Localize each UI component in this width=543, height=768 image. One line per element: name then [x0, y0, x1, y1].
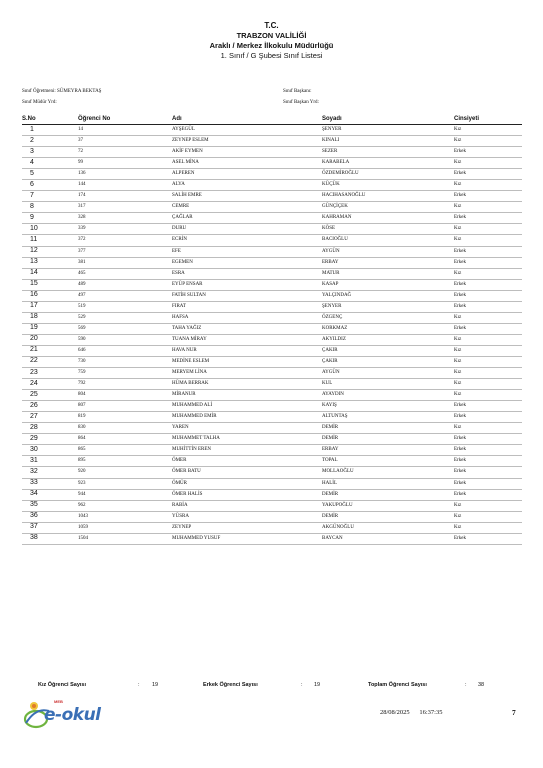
row-gender: Kız — [454, 358, 462, 364]
row-student-no: 489 — [78, 281, 86, 287]
row-first-name: ALYA — [172, 182, 185, 188]
row-student-no: 807 — [78, 403, 86, 409]
row-gender: Erkek — [454, 414, 466, 420]
row-first-name: MUHİTTİN EREN — [172, 447, 212, 453]
row-gender: Erkek — [454, 491, 466, 497]
row-gender: Kız — [454, 204, 462, 210]
vice-principal-label: Sınıf Müdür Yrd: — [22, 100, 57, 105]
row-first-name: RABİA — [172, 502, 188, 508]
row-first-name: ÖMER HALİS — [172, 491, 203, 497]
eokul-wordmark: e-okul — [44, 705, 101, 725]
row-first-name: ESRA — [172, 270, 185, 276]
row-gender: Erkek — [454, 535, 466, 541]
row-last-name: KAYIŞ — [322, 403, 337, 409]
table-row — [22, 467, 522, 478]
row-student-no: 372 — [78, 237, 86, 243]
row-sno: 34 — [30, 490, 38, 498]
row-first-name: MUHAMMED YUSUF — [172, 535, 221, 541]
row-first-name: ÖMÜR — [172, 480, 188, 486]
header-last-name: Soyadı — [322, 116, 342, 122]
row-last-name: ÖZGENÇ — [322, 314, 343, 320]
row-last-name: ŞENYER — [322, 127, 342, 132]
row-sno: 15 — [30, 280, 38, 288]
header-first-name: Adı — [172, 116, 182, 122]
row-student-no: 174 — [78, 193, 86, 199]
row-gender: Kız — [454, 381, 462, 387]
table-row — [22, 235, 522, 246]
row-student-no: 1059 — [78, 524, 88, 530]
row-first-name: TAHA YAĞIZ — [172, 325, 202, 331]
row-first-name: ALPEREN — [172, 171, 195, 177]
eokul-logo — [22, 697, 102, 731]
header-valilik: TRABZON VALİLİĞİ — [236, 31, 307, 40]
row-first-name: EFE — [172, 248, 181, 254]
table-row — [22, 357, 522, 368]
meb-label: MEB — [54, 699, 63, 704]
table-row — [22, 335, 522, 346]
row-gender: Erkek — [454, 193, 466, 199]
row-last-name: KUL — [322, 381, 333, 387]
row-gender: Kız — [454, 314, 462, 320]
row-sno: 23 — [30, 368, 38, 376]
row-first-name: FATİH SULTAN — [172, 292, 206, 298]
row-gender: Kız — [454, 513, 462, 519]
table-row — [22, 324, 522, 335]
table-row — [22, 346, 522, 357]
row-student-no: 99 — [78, 160, 83, 166]
total-colon: : — [465, 682, 467, 688]
row-gender: Erkek — [454, 248, 466, 254]
row-gender: Erkek — [454, 215, 466, 221]
row-last-name: ERBAY — [322, 447, 339, 453]
row-student-no: 830 — [78, 425, 86, 431]
row-gender: Erkek — [454, 469, 466, 475]
table-row — [22, 412, 522, 423]
header-school: Araklı / Merkez İlkokulu Müdürlüğü — [209, 41, 334, 50]
row-student-no: 1043 — [78, 513, 88, 519]
row-gender: Kız — [454, 138, 462, 144]
table-row — [22, 423, 522, 434]
row-gender: Kız — [454, 370, 462, 376]
row-student-no: 37 — [78, 138, 83, 144]
boys-colon: : — [301, 682, 303, 688]
row-last-name: AKGÜNOĞLU — [322, 524, 354, 530]
total-count-value: 38 — [478, 682, 485, 688]
row-student-no: 944 — [78, 491, 86, 497]
row-sno: 29 — [30, 434, 38, 442]
row-last-name: SEZER — [322, 149, 338, 155]
row-last-name: KORKMAZ — [322, 325, 348, 331]
row-student-no: 759 — [78, 370, 86, 376]
row-student-no: 339 — [78, 226, 86, 232]
table-row — [22, 523, 522, 534]
row-last-name: YALÇINDAĞ — [322, 292, 352, 298]
row-sno: 6 — [30, 180, 34, 188]
row-student-no: 920 — [78, 469, 86, 475]
row-last-name: AYGÜN — [322, 248, 340, 254]
row-last-name: MATUR — [322, 270, 340, 276]
row-first-name: AKİF EYMEN — [172, 149, 203, 155]
row-first-name: ÖMER — [172, 458, 187, 464]
row-sno: 12 — [30, 247, 38, 255]
row-first-name: MİRANUR — [172, 392, 196, 398]
row-sno: 22 — [30, 357, 38, 365]
row-last-name: ÇAKIR — [322, 358, 338, 364]
row-sno: 27 — [30, 412, 38, 420]
row-sno: 14 — [30, 269, 38, 277]
summary-bar — [0, 682, 543, 692]
row-last-name: DEMİR — [322, 425, 339, 431]
row-gender: Erkek — [454, 325, 466, 331]
row-last-name: KÜÇÜK — [322, 182, 340, 188]
row-student-no: 923 — [78, 480, 86, 486]
student-table-body — [22, 125, 522, 545]
row-sno: 32 — [30, 467, 38, 475]
table-row — [22, 479, 522, 490]
row-last-name: HACIHASANOĞLU — [322, 193, 366, 199]
table-row — [22, 147, 522, 158]
row-student-no: 962 — [78, 502, 86, 508]
table-row — [22, 269, 522, 280]
table-row — [22, 445, 522, 456]
class-president-label: Sınıf Başkanı: — [283, 89, 312, 94]
row-first-name: CEMRE — [172, 204, 190, 210]
row-first-name: HÜMA BERRAK — [172, 381, 209, 387]
row-gender: Kız — [454, 524, 462, 530]
row-first-name: TUANA MİRAY — [172, 336, 207, 342]
row-sno: 3 — [30, 147, 34, 155]
row-sno: 7 — [30, 191, 34, 199]
row-sno: 24 — [30, 379, 38, 387]
row-first-name: DURU — [172, 226, 187, 232]
row-sno: 28 — [30, 423, 38, 431]
header-tc: T.C. — [264, 21, 279, 30]
row-sno: 9 — [30, 213, 34, 221]
row-student-no: 328 — [78, 215, 86, 221]
table-row — [22, 202, 522, 213]
print-date: 28/08/2025 — [380, 709, 410, 716]
row-sno: 1 — [30, 125, 34, 133]
row-last-name: AYAYDIN — [322, 392, 344, 398]
document-header — [0, 21, 543, 61]
row-last-name: DEMİR — [322, 513, 339, 519]
row-gender: Kız — [454, 392, 462, 398]
page-number: 7 — [512, 708, 516, 717]
row-sno: 35 — [30, 501, 38, 509]
row-last-name: BACIOĞLU — [322, 237, 348, 243]
row-student-no: 14 — [78, 127, 83, 132]
header-sno: S.No — [22, 116, 36, 122]
row-gender: Kız — [454, 226, 462, 232]
row-last-name: ERBAY — [322, 259, 339, 265]
row-last-name: TOPAL — [322, 458, 338, 464]
row-first-name: HAFSA — [172, 314, 189, 320]
row-gender: Erkek — [454, 436, 466, 442]
row-first-name: ECRİN — [172, 237, 187, 243]
row-first-name: EYÜP ENSAR — [172, 281, 203, 287]
row-sno: 19 — [30, 324, 38, 332]
header-student-no: Öğrenci No — [78, 116, 111, 122]
row-sno: 11 — [30, 235, 38, 243]
row-sno: 25 — [30, 390, 38, 398]
table-row — [22, 247, 522, 258]
row-last-name: ŞENYER — [322, 303, 342, 309]
table-row — [22, 490, 522, 501]
row-gender: Erkek — [454, 480, 466, 486]
row-student-no: 381 — [78, 259, 86, 265]
table-row — [22, 258, 522, 269]
table-row — [22, 169, 522, 180]
row-last-name: HALİL — [322, 480, 337, 486]
row-gender: Kız — [454, 270, 462, 276]
row-last-name: YAKUPOĞLU — [322, 502, 353, 508]
row-last-name: DEMİR — [322, 491, 339, 497]
row-sno: 8 — [30, 202, 34, 210]
row-last-name: ALTUNTAŞ — [322, 414, 348, 420]
row-sno: 21 — [30, 346, 38, 354]
row-sno: 2 — [30, 136, 34, 144]
table-row — [22, 158, 522, 169]
row-student-no: 569 — [78, 325, 86, 331]
row-sno: 31 — [30, 456, 38, 464]
row-first-name: YÜSRA — [172, 513, 189, 519]
teacher-label: Sınıf Öğretmeni: SÜMEYRA BEKTAŞ — [22, 89, 102, 94]
row-last-name: KAHRAMAN — [322, 215, 352, 221]
table-row — [22, 136, 522, 147]
row-sno: 18 — [30, 313, 38, 321]
row-student-no: 804 — [78, 392, 86, 398]
row-student-no: 895 — [78, 458, 86, 464]
row-first-name: MERYEM LİNA — [172, 370, 207, 376]
table-row — [22, 302, 522, 313]
row-gender: Erkek — [454, 458, 466, 464]
table-row — [22, 224, 522, 235]
row-last-name: KASAP — [322, 281, 339, 287]
row-first-name: YAREN — [172, 425, 189, 431]
row-last-name: GÜNÇİÇEK — [322, 204, 348, 210]
table-row — [22, 368, 522, 379]
row-student-no: 72 — [78, 149, 83, 155]
row-last-name: ÖZDEMİROĞLU — [322, 171, 359, 177]
row-sno: 36 — [30, 512, 38, 520]
table-row — [22, 291, 522, 302]
row-first-name: MEDİNE ESLEM — [172, 358, 210, 364]
row-student-no: 865 — [78, 447, 86, 453]
row-gender: Kız — [454, 182, 462, 188]
row-last-name: AKYILDIZ — [322, 336, 346, 342]
table-header — [22, 115, 522, 125]
row-student-no: 497 — [78, 292, 86, 298]
row-first-name: MUHAMMED ALİ — [172, 403, 213, 409]
row-gender: Erkek — [454, 171, 466, 177]
row-sno: 10 — [30, 224, 38, 232]
row-first-name: ÇAĞLAR — [172, 215, 193, 221]
row-last-name: KARABELA — [322, 160, 350, 166]
row-gender: Erkek — [454, 303, 466, 309]
row-sno: 5 — [30, 169, 34, 177]
row-sno: 37 — [30, 523, 38, 531]
row-last-name: ÇAKIR — [322, 347, 338, 353]
row-last-name: BAYCAN — [322, 535, 343, 541]
row-first-name: EGEMEN — [172, 259, 193, 265]
row-first-name: AYŞEGÜL — [172, 127, 195, 132]
row-gender: Kız — [454, 127, 462, 132]
row-student-no: 136 — [78, 171, 86, 177]
row-sno: 16 — [30, 291, 38, 299]
table-row — [22, 390, 522, 401]
print-time: 16:37:35 — [419, 709, 443, 716]
row-student-no: 1504 — [78, 535, 88, 541]
row-sno: 30 — [30, 445, 38, 453]
row-student-no: 730 — [78, 358, 86, 364]
row-first-name: ASEL MİNA — [172, 160, 199, 166]
girls-count-value: 19 — [152, 682, 159, 688]
row-first-name: MUHAMMET TALHA — [172, 436, 220, 442]
row-last-name: KÖSE — [322, 226, 336, 232]
table-row — [22, 313, 522, 324]
table-row — [22, 434, 522, 445]
row-last-name: MOLLAOĞLU — [322, 469, 354, 475]
row-student-no: 377 — [78, 248, 86, 254]
row-sno: 13 — [30, 258, 38, 266]
table-row — [22, 125, 522, 136]
table-row — [22, 456, 522, 467]
row-gender: Erkek — [454, 281, 466, 287]
total-count-label: Toplam Öğrenci Sayısı — [368, 682, 427, 688]
row-student-no: 819 — [78, 414, 86, 420]
row-first-name: SALİH EMRE — [172, 193, 202, 199]
row-gender: Erkek — [454, 403, 466, 409]
row-first-name: HAVA NUR — [172, 347, 197, 353]
row-sno: 20 — [30, 335, 38, 343]
row-sno: 26 — [30, 401, 38, 409]
row-gender: Erkek — [454, 292, 466, 298]
girls-count-label: Kız Öğrenci Sayısı — [38, 682, 86, 688]
row-last-name: KINALI — [322, 138, 340, 144]
row-last-name: AYGÜN — [322, 370, 340, 376]
row-gender: Kız — [454, 502, 462, 508]
row-first-name: ÖMER BATU — [172, 469, 201, 475]
table-row — [22, 280, 522, 291]
boys-count-label: Erkek Öğrenci Sayısı — [203, 682, 258, 688]
print-datetime — [380, 709, 443, 716]
row-gender: Erkek — [454, 259, 466, 265]
row-gender: Kız — [454, 237, 462, 243]
table-row — [22, 534, 522, 545]
row-gender: Kız — [454, 336, 462, 342]
table-row — [22, 213, 522, 224]
row-student-no: 144 — [78, 182, 86, 188]
boys-count-value: 19 — [314, 682, 321, 688]
row-first-name: FIRAT — [172, 303, 186, 309]
row-first-name: MUHAMMED EMİR — [172, 414, 217, 420]
row-student-no: 519 — [78, 303, 86, 309]
row-gender: Erkek — [454, 149, 466, 155]
row-first-name: ZEYNEP — [172, 524, 192, 530]
row-gender: Erkek — [454, 447, 466, 453]
table-row — [22, 191, 522, 202]
row-gender: Kız — [454, 347, 462, 353]
row-gender: Kız — [454, 160, 462, 166]
table-row — [22, 401, 522, 412]
row-student-no: 529 — [78, 314, 86, 320]
row-student-no: 590 — [78, 336, 86, 342]
header-gender: Cinsiyeti — [454, 116, 480, 122]
row-sno: 17 — [30, 302, 38, 310]
table-row — [22, 379, 522, 390]
class-vice-president-label: Sınıf Başkan Yrd: — [283, 100, 319, 105]
row-student-no: 317 — [78, 204, 86, 210]
header-list-title: 1. Sınıf / G Şubesi Sınıf Listesi — [220, 51, 323, 60]
row-student-no: 792 — [78, 381, 86, 387]
row-gender: Kız — [454, 425, 462, 431]
row-student-no: 465 — [78, 270, 86, 276]
table-row — [22, 512, 522, 523]
row-last-name: DEMİR — [322, 436, 339, 442]
table-row — [22, 180, 522, 191]
girls-colon: : — [138, 682, 140, 688]
row-sno: 33 — [30, 479, 38, 486]
row-student-no: 646 — [78, 347, 86, 353]
row-first-name: ZEYNEP ESLEM — [172, 138, 209, 144]
row-student-no: 864 — [78, 436, 86, 442]
table-row — [22, 501, 522, 512]
row-sno: 38 — [30, 534, 38, 542]
row-sno: 4 — [30, 158, 34, 166]
